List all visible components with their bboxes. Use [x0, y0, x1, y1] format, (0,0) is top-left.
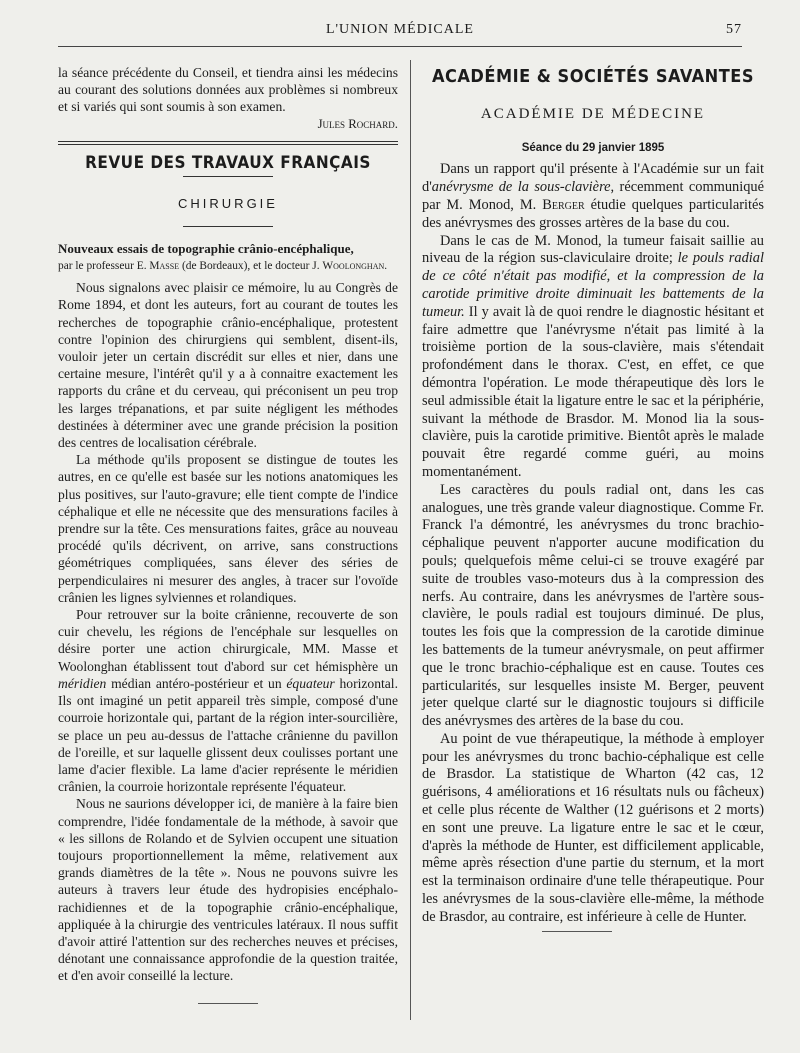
article-title: Nouveaux essais de topographie crânio-encéphalique,	[58, 241, 354, 257]
paragraph: Les caractères du pouls radial ont, dans les cas analogues, une très grande valeur diagnostique. Comme Fr. Franck l'a démontré, les anévrysmes du tronc brachio-céphalique peuvent n'apporter aucune modification du pouls; quelquefois même celui-ci se trouve exagéré par suite de troubles vaso-moteurs dus à la compression des nerfs. Au contraire, dans les anévrysmes de l'artère sous-clavière, le pouls radial est toujours diminué. De plus, toutes les fois que la compression de la carotide diminue les battements de la tumeur anévrysmale, on peut affirmer que le tronc brachio-céphalique est en cause. Toutes ces particularités, sur lesquelles insiste M. Berger, peuvent jeter quelque clarté sur le diagnostic toujours si difficile des anévrysmes des artères de la base du cou.	[422, 481, 764, 730]
running-head	[58, 22, 742, 42]
paragraph: Dans un rapport qu'il présente à l'Académie sur un fait d'anévrysme de la sous-clavière, récemment communiqué par M. Monod, M. Berger étudie quelques particularités des anévrysmes des grosses artères de la base du cou.	[422, 161, 765, 231]
section-rule	[58, 141, 398, 145]
left-column	[58, 64, 398, 1004]
paragraph: Nous ne saurions développer ici, de manière à la faire bien comprendre, l'idée fondamentale de la méthode, à savoir que « les sillons de Rolando et de Sylvien occupent une situation toujours proportionnellement la même, relativement aux grands diamètres de la tête ». Nous ne pouvons suivre les auteurs à travers leur étude des hydropisies encéphalo-rachidiennes et de la topographie crânio-encéphalique, appliquée à la chirurgie des ventricules latéraux. Il nous suffit d'avoir attiré l'attention sur des recherches neuves et précises, dénotant une connaissance approfondie de la question traitée, et d'en avoir conseillé la lecture.	[58, 796, 398, 984]
carry-over-paragraph: la séance précédente du Conseil, et tiendra ainsi les médecins au courant des solutions données aux problèmes si nombreux et si variés qui sont soumis à son examen.	[58, 65, 398, 115]
page-number: 57	[726, 22, 742, 37]
subsection-underline	[183, 226, 273, 227]
signature: Jules Rochard.	[317, 116, 398, 131]
session-date: Séance du 29 janvier 1895	[521, 141, 665, 154]
paragraph: La méthode qu'ils proposent se distingue de toutes les autres, en ce qu'elle est basée sur les notions anatomiques les plus positives, sur l'auto-gravure; elle tient compte de l'indice céphalique et elle ne nécessite que des mensurations faciles à prendre sur la tête. Ces mensurations faites, grâce au nouveau procédé qu'ils décrivent, on arrive, sans constructions géométriques compliquées, sans élever des séries de perpendiculaires ni mesurer des angles, à tracer sur l'ovoïde crânien les lignes sylviennes et rolandiques.	[58, 452, 398, 605]
signature-line	[58, 116, 398, 133]
paragraph: Au point de vue thérapeutique, la méthode à employer pour les anévrysmes du tronc bachio-céphalique est celle de Brasdor. La statistique de Wharton (42 cas, 12 guérisons, 4 améliorations et 16 résultats nuls ou fâcheux) et celle plus récente de Walther (12 guérisons et 2 morts) en sont une preuve. La ligature entre le sac et le cœur, d'après la méthode de Hunter, est difficilement applicable, même après résection d'une partie du sternum, et la mort est la terminaison ordinaire d'une telle thérapeutique. Pour les anévrysmes de la sous-clavière elle-même, la méthode de Brasdor, au contraire, est inférieure à celle de Hunter.	[422, 730, 764, 925]
right-column	[422, 64, 764, 932]
journal-title: L'UNION MÉDICALE	[325, 22, 474, 37]
paragraph: Pour retrouver sur la boite crânienne, recouverte de son cuir chevelu, les régions de l'encéphale sur lesquelles on désire porter une action chirurgicale, MM. Masse et Woolonghan établissent tout d'abord sur cet hémisphère un méridien médian antéro-postérieur et un équateur horizontal. Ils ont imaginé un petit appareil très simple, composé d'une courroie horizontale qui, partant de la région inter-sourcilière, se place un peu au-dessus de l'attache crânienne du pavillon de l'oreille, et sur laquelle glissent deux coulisses portant une lame d'acier flexible. La lame d'acier représente le méridien crânien, la courroie horizontale représente l'équateur.	[58, 607, 398, 795]
paragraph: Nous signalons avec plaisir ce mémoire, lu au Congrès de Rome 1894, et dont les auteurs, fort au courant de toutes les recherches de topographie crânio-encéphalique, protestent contre l'opinion des chirurgiens qui semblent, disent-ils, vouloir jeter un certain discrédit sur elles et nier, dans une certaine mesure, l'intérêt qu'il y a à connaitre exactement les rapports du crâne et du cerveau, qui préconisent un peu trop les larges trépanations, et par suite négligent les méthodes destinées à déterminer avec une grande précision la position des centres de localisation cérébrale.	[58, 280, 398, 451]
subsection-academie-medecine: ACADÉMIE DE MÉDECINE	[480, 105, 706, 122]
section-title-revue: REVUE DES TRAVAUX FRANÇAIS	[85, 152, 371, 173]
end-rule	[542, 931, 612, 932]
title-underline	[183, 176, 273, 177]
header-rule	[58, 46, 742, 47]
article-byline: par le professeur E. Masse (de Bordeaux), et le docteur J. Woolonghan.	[58, 260, 388, 273]
author-woolonghan: Woolonghan	[322, 260, 385, 273]
subsection-chirurgie: CHIRURGIE	[178, 196, 278, 212]
paragraph: Dans le cas de M. Monod, la tumeur faisait saillie au niveau de la région sus-claviculaire droite; le pouls radial de ce côté n'était pas modifié, et la compression de la carotide primitive droite diminuait les battements de la tumeur. Il y avait là de quoi rendre le diagnostic hésitant et faire admettre que l'anévrysme n'était pas limité à la troisième portion de la sous-clavière, mais s'étendait profondément dans le thorax. C'est, en effet, ce que démontra l'opération. Le mode thérapeutique dès lors le seul admissible était la ligature entre le sac et la périphérie, suivant la méthode de Brasdor. M. Monod lia la sous-clavière, puis la carotide primitive. Bientôt après le malade pouvait être regardé comme guéri, au moins momentanément.	[422, 232, 764, 480]
column-divider	[410, 60, 411, 1020]
section-title-academie: ACADÉMIE & SOCIÉTÉS SAVANTES	[431, 66, 754, 87]
end-rule	[198, 1003, 258, 1004]
author-masse: Masse	[149, 260, 180, 273]
